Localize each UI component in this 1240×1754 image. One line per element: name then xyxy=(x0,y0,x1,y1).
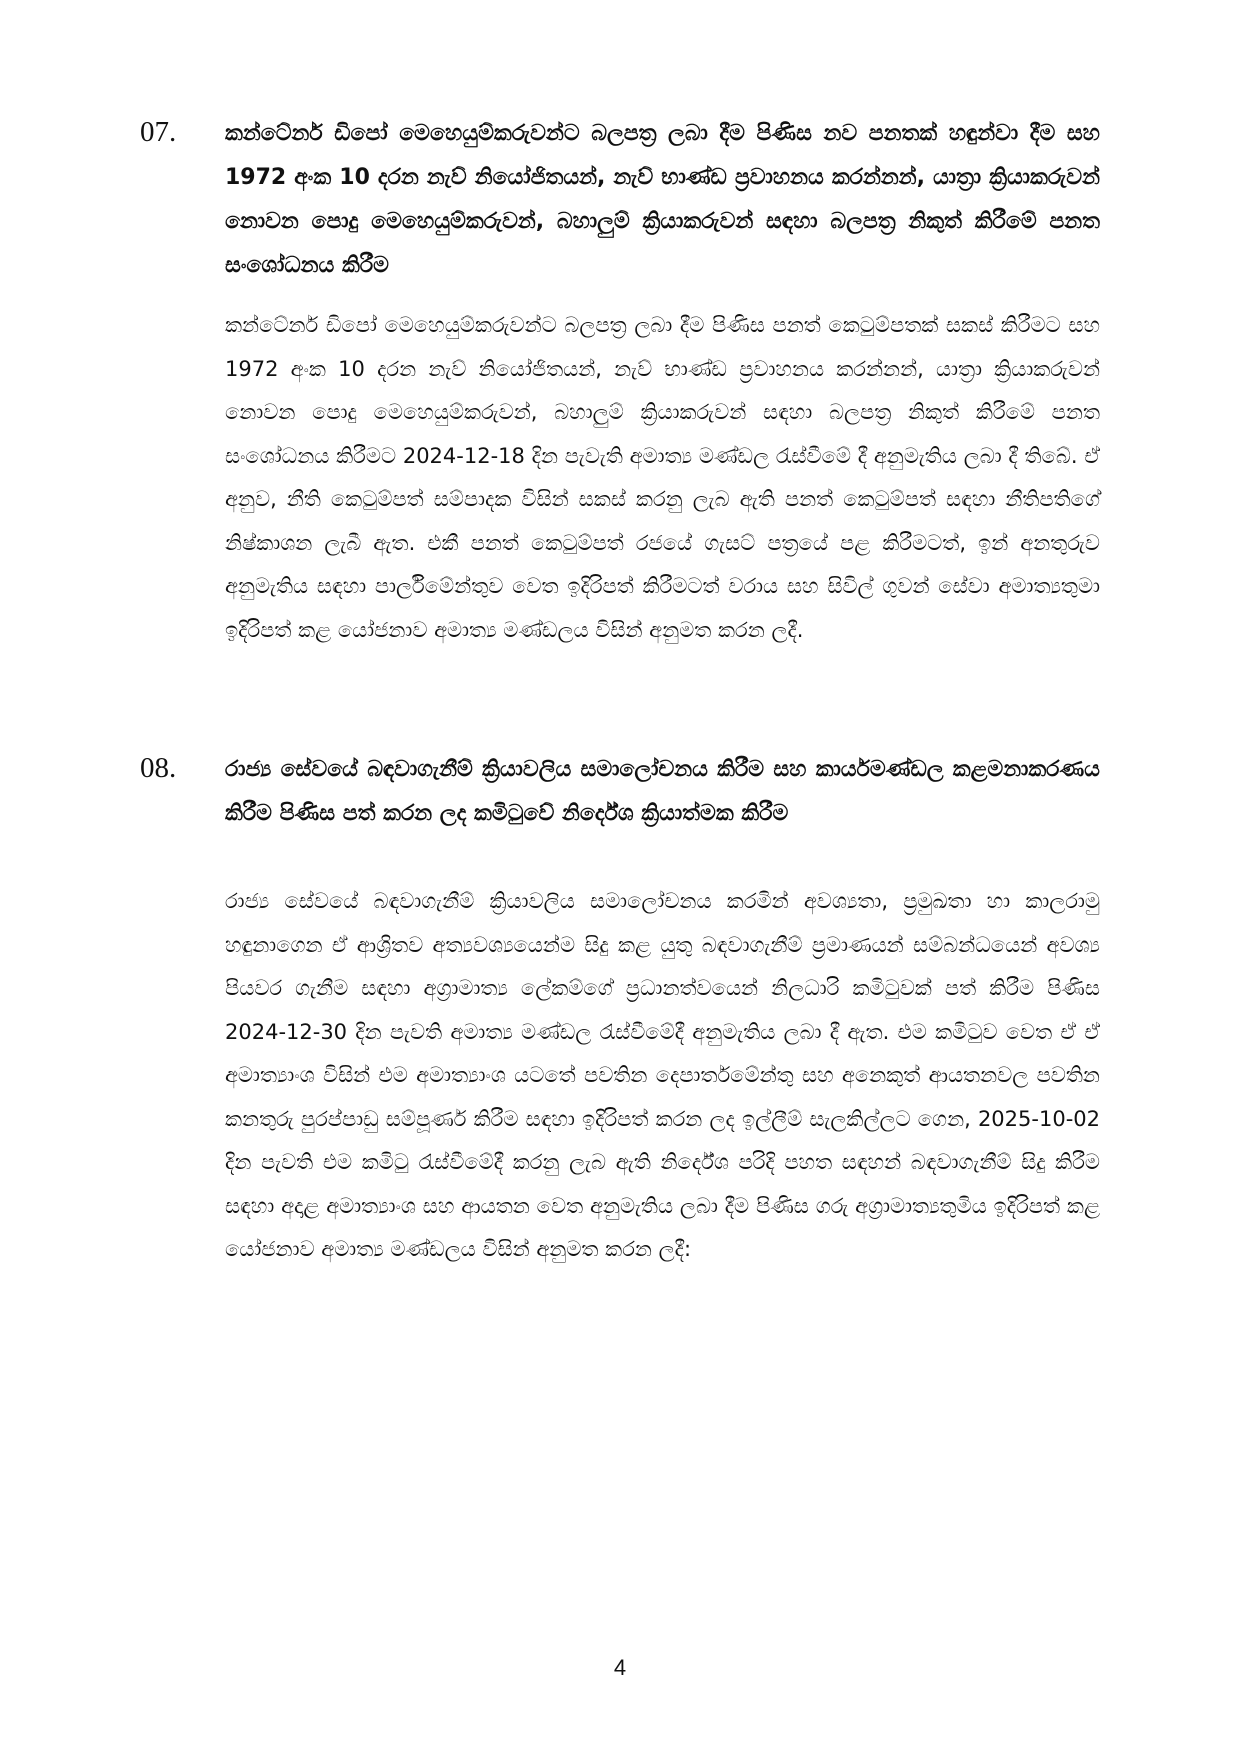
item-number: 08. xyxy=(140,752,177,784)
item-body: රාජ්‍ය සේවයේ බඳවාගැනීම් ක්‍රියාවලිය සමාලෝචනය කරමින් අවශ්‍යතා, ප්‍රමුඛතා හා කාලරාමු හඳුනාගෙන ඒ ආශ්‍රිතව අත්‍යවශ්‍යයෙන්ම සිදු කළ යුතු බඳවාගැනීම් ප්‍රමාණයන් සම්බන්ධයෙන් අවශ්‍ය පියවර ගැනීම සඳහා අග්‍රාමාත්‍ය ලේකම්ගේ ප්‍රධානත්වයෙන් නිලධාරි කමිටුවක් පත් කිරීම පිණිස 2024-12-30 දින පැවති අමාත්‍ය මණ්ඩල රැස්වීමේදී අනුමැතිය ලබා දී ඇත. එම කමිටුව වෙත ඒ ඒ අමාත්‍යාංශ විසින් එම අමාත්‍යාංශ යටතේ පවතින දෙපාර්තමේන්තු සහ අනෙකුත් ආයතනවල පවතින කනතුරු පුරප්පාඩු සම්පූර්ණ කිරීම සඳහා ඉදිරිපත් කරන ලද ඉල්ලීම් සැලකිල්ලට ගෙන, 2025-10-02 දින පැවති එම කමිටු රැස්වීමේදී කරනු ලැබ ඇති නිර්දේශ පරිදි පහත සඳහන් බඳවාගැනීම් සිදු කිරීම සඳහා අදාළ අමාත්‍යාංශ සහ ආයතන වෙත අනුමැතිය ලබා දීම පිණිස ගරු අග්‍රාමාත්‍යතුමිය ඉදිරිපත් කළ යෝජනාව අමාත්‍ය මණ්ඩලය විසින් අනුමත කරන ලදී: xyxy=(225,889,1100,1261)
item-heading: රාජ්‍ය සේවයේ බඳවාගැනීම් ක්‍රියාවලිය සමාලෝචනය කිරීම සහ කාර්යමණ්ඩල කළමනාකරණය කිරීම පිණිස පත් කරන ලද කමිටුවේ නිර්දේශ ක්‍රියාත්මක කිරීම xyxy=(225,757,1100,826)
item-body: කන්ටේනර් ඩිපෝ මෙහෙයුම්කරුවන්ට බලපත්‍ර ලබා දීම පිණිස පනත් කෙටුම්පතක් සකස් කිරීමට සහ 1972 අංක 10 දරන නැව් නියෝජිතයන්, නැව් භාණ්ඩ ප්‍රවාහනය කරන්නන්, යාත්‍රා ක්‍රියාකරුවන් නොවන පොදු මෙහෙයුම්කරුවන්, බහාලුම් ක්‍රියාකරුවන් සඳහා බලපත්‍ර නිකුත් කිරීමේ පනත සංශෝධනය කිරීමට 2024-12-18 දින පැවැති අමාත්‍ය මණ්ඩල රැස්වීමේ දී අනුමැතිය ලබා දී තිබේ. ඒ අනුව, නීති කෙටුම්පත් සම්පාදක විසින් සකස් කරනු ලැබ ඇති පනත් කෙටුම්පත් සඳහා නීතිපතිගේ නිෂ්කාශන ලැබී ඇත. එකී පනත් කෙටුම්පත් රජයේ ගැසට් පත්‍රයේ පළ කිරීමටත්, ඉන් අනතුරුව අනුමැතිය සඳහා පාර්ලිමේන්තුව වෙත ඉදිරිපත් කිරීමටත් වරාය සහ සිවිල් ගුවන් සේවා අමාත්‍යතුමා ඉදිරිපත් කළ යෝජනාව අමාත්‍ය මණ්ඩලය විසින් අනුමත කරන ලදී. xyxy=(225,313,1100,642)
item-heading: කන්ටේනර් ඩිපෝ මෙහෙයුම්කරුවන්ට බලපත්‍ර ලබා දීම පිණිස නව පනතක් හඳුන්වා දීම සහ 1972 අංක 10 දරන නැව් නියෝජිතයන්, නැව් භාණ්ඩ ප්‍රවාහනය කරන්නන්, යාත්‍රා ක්‍රියාකරුවන් නොවන පොදු මෙහෙයුම්කරුවන්, බහාලුම් ක්‍රියාකරුවන් සඳහා බලපත්‍ර නිකුත් කිරීමේ පනත සංශෝධනය කිරීම xyxy=(225,121,1100,278)
item-number: 07. xyxy=(140,116,177,148)
page-number: 4 xyxy=(613,1655,627,1680)
